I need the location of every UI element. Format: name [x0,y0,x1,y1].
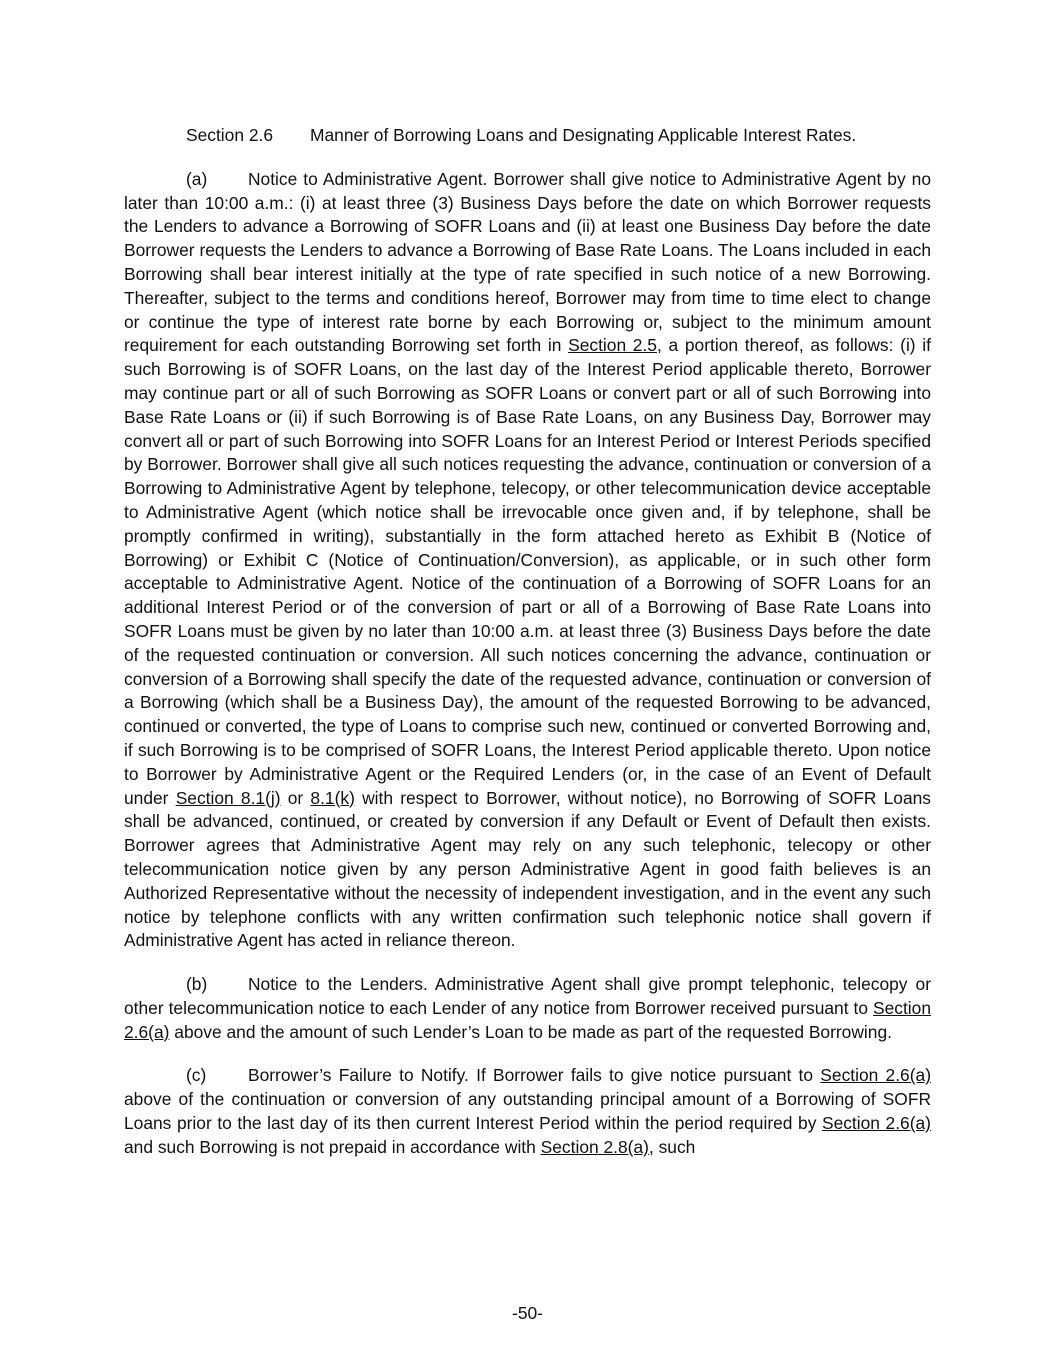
paragraph-label: (c) [186,1065,207,1086]
cross-reference-link[interactable]: Section 2.6(a) [124,997,931,1042]
paragraph-b [124,973,931,1044]
cross-reference-link[interactable]: Section 2.8(a) [540,1136,649,1157]
cross-reference-link[interactable]: Section 2.5 [568,335,657,356]
paragraph-text: Notice to Administrative Agent. Borrower shall give notice to Administrative Agent by no later than 10:00 a.m.: (i) at least three (3) Business Days before the date on which Borrower requests the Lenders to advance a Borrowing of SOFR Loans and (ii) at least one Business Day before the date Borrower requests the Lenders to advance a Borrowing of Base Rate Loans. The Loans included in each Borrowing shall bear interest initially at the type of rate specified in such notice of a new Borrowing. Thereafter, subject to the terms and conditions hereof, Borrower may from time to time elect to change or continue the type of interest rate borne by each Borrowing or, subject to the minimum amount requirement for each outstanding Borrowing set forth in [124,168,931,356]
paragraph-text: , a portion thereof, as follows: (i) if such Borrowing is of SOFR Loans, on the last day of the Interest Period applicable thereto, Borrower may continue part or all of such Borrowing as SOFR Loans or convert part or all of such Borrowing into Base Rate Loans or (ii) if such Borrowing is of Base Rate Loans, on any Business Day, Borrower may convert all or part of such Borrowing into SOFR Loans for an Interest Period or Interest Periods specified by Borrower. Borrower shall give all such notices requesting the advance, continuation or conversion of a Borrowing to Administrative Agent by telephone, telecopy, or other telecommunication device acceptable to Administrative Agent (which notice shall be irrevocable once given and, if by telephone, shall be promptly confirmed in writing), substantially in the form attached hereto as Exhibit B (Notice of Borrowing) or Exhibit C (Notice of Continuation/Conversion), as applicable, or in such other form acceptable to Administrative Agent. Notice of the continuation of a Borrowing of SOFR Loans for an additional Interest Period or of the conversion of part or all of a Borrowing of Base Rate Loans into SOFR Loans must be given by no later than 10:00 a.m. at least three (3) Business Days before the date of the requested continuation or conversion. All such notices concerning the advance, continuation or conversion of a Borrowing shall specify the date of the requested advance, continuation or conversion of a Borrowing (which shall be a Business Day), the amount of the requested Borrowing to be advanced, continued or converted, the type of Loans to comprise such new, continued or converted Borrowing and, if such Borrowing is to be comprised of SOFR Loans, the Interest Period applicable thereto. Upon notice to Borrower by Administrative Agent or the Required Lenders (or, in the case of an Event of Default under [124,335,931,808]
paragraph-c [124,1064,931,1159]
paragraph-text: with respect to Borrower, without notice), no Borrowing of SOFR Loans shall be advanced, continued, or created by conversion if any Default or Event of Default then exists. Borrower agrees that Administrative Agent may rely on any such telephonic, telecopy or other telecommunication notice given by any person Administrative Agent in good faith believes is an Authorized Representative without the necessity of independent investigation, and in the event any such notice by telephone conflicts with any written confirmation such telephonic notice shall govern if Administrative Agent has acted in reliance thereon. [124,787,931,951]
document-page [124,124,931,1180]
section-heading [186,124,931,148]
cross-reference-link[interactable]: 8.1(k) [310,787,355,808]
cross-reference-link[interactable]: Section 2.6(a) [821,1113,931,1134]
section-title: Manner of Borrowing Loans and Designating Applicable Interest Rates. [310,125,857,145]
paragraph-a [124,168,931,953]
paragraph-text: above of the continuation or conversion of any outstanding principal amount of a Borrowing of SOFR Loans prior to the last day of its then current Interest Period within the period required by [124,1089,931,1134]
paragraph-label: (a) [186,168,208,189]
paragraph-text: Borrower’s Failure to Notify. If Borrower fails to give notice pursuant to [248,1065,821,1086]
paragraph-label: (b) [186,974,208,995]
paragraph-text: Notice to the Lenders. Administrative Agent shall give prompt telephonic, telecopy or other telecommunication notice to each Lender of any notice from Borrower received pursuant to [124,974,931,1018]
section-number: Section 2.6 [186,125,274,145]
cross-reference-link[interactable]: Section 8.1(j) [175,787,281,808]
paragraph-text: and such Borrowing is not prepaid in accordance with [124,1136,541,1157]
cross-reference-link[interactable]: Section 2.6(a) [820,1065,931,1086]
page-number: -50- [512,1303,543,1323]
paragraph-text: above and the amount of such Lender’s Loan to be made as part of the requested Borrowing. [169,1021,892,1042]
paragraph-text: or [280,787,311,808]
paragraph-text: , such [648,1136,696,1157]
